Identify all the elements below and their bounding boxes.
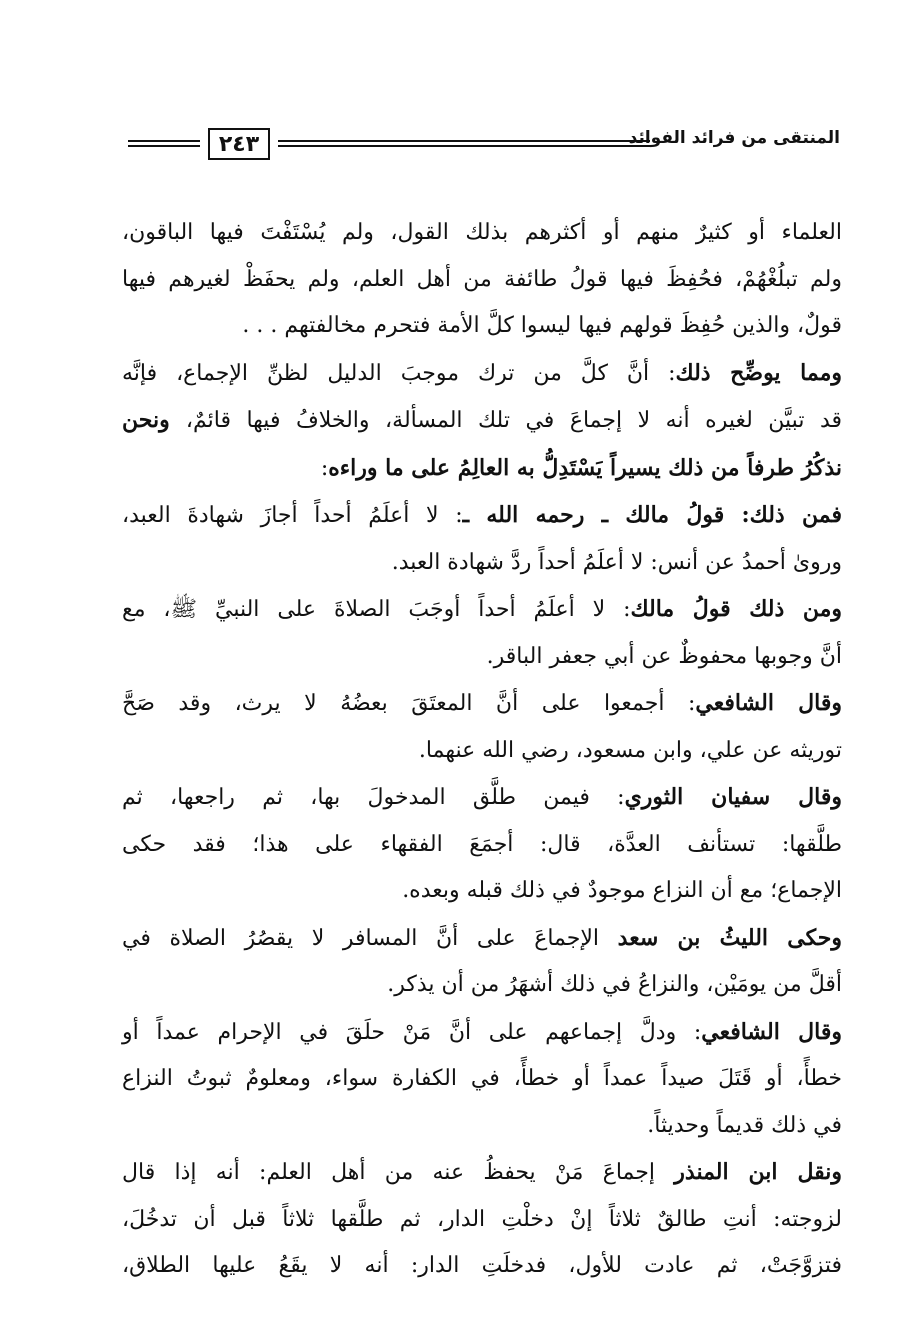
paragraph xyxy=(122,350,842,493)
bold-lead-phrase: وقال الشافعي xyxy=(701,1018,842,1045)
text-line xyxy=(122,1103,842,1150)
text-line xyxy=(122,350,842,398)
line-text: الإجماعَ على أنَّ المسافر لا يقصُرُ الصلاة في xyxy=(122,925,618,951)
text-line xyxy=(122,492,842,540)
line-text: لزوجته: أنتِ طالقٌ ثلاثاً إنْ دخلْتِ الدار، ثم طلَّقها ثلاثاً قبل أن تدخُلَ، xyxy=(122,1206,842,1232)
bold-lead-phrase: ونقل ابن المنذر xyxy=(674,1159,842,1185)
page-header xyxy=(128,128,840,162)
text-line xyxy=(122,397,842,445)
text-line xyxy=(122,210,842,257)
header-rule-left xyxy=(128,140,200,154)
text-line xyxy=(122,1009,842,1057)
bold-lead-phrase: نذكُرُ طرفاً من ذلك يسيراً يَسْتَدِلُّ به العالِمُ على ما وراءه xyxy=(328,454,842,481)
line-text: : أنَّ كلَّ من ترك موجبَ الدليل لظنِّ الإجماع، فإنَّه xyxy=(122,360,676,386)
line-text: وروىٰ أحمدُ عن أنس: لا أعلَمُ أحداً ردَّ شهادة العبد. xyxy=(391,549,842,575)
bold-lead-phrase: ومما يوضِّح ذلك xyxy=(675,359,842,386)
line-text: : لا أعلَمُ أحداً أجازَ شهادةَ العبد، xyxy=(122,503,463,528)
text-line xyxy=(122,728,842,775)
body-text xyxy=(122,210,842,1290)
header-rule-right xyxy=(278,140,650,154)
text-line xyxy=(122,257,842,304)
page-number: ٢٤٣ xyxy=(208,128,270,160)
paragraph xyxy=(122,1009,842,1150)
paragraph xyxy=(122,210,842,350)
paragraph xyxy=(122,586,842,680)
paragraph xyxy=(122,680,842,774)
bold-lead-phrase: ومن ذلك قولُ مالك xyxy=(630,596,842,622)
line-text: : ودلَّ إجماعهم على أنَّ مَنْ حلَقَ في الإحرام عمداً أو xyxy=(122,1019,702,1045)
line-text: قد تبيَّن لغيره أنه لا إجماعَ في تلك المسألة، والخلافُ فيها قائمٌ، xyxy=(185,408,843,433)
line-text: طلَّقها: تستأنف العدَّة، قال: أجمَعَ الفقهاء على هذا؛ فقد حكى xyxy=(122,831,842,857)
line-text: إجماعَ مَنْ يحفظُ عنه من أهل العلم: أنه إذا قال xyxy=(122,1160,675,1185)
text-line xyxy=(122,445,842,493)
text-line xyxy=(122,1149,842,1197)
text-line xyxy=(122,774,842,822)
bold-lead-phrase: وقال الشافعي xyxy=(695,690,842,716)
text-line xyxy=(122,634,842,681)
line-text: فتزوَّجَتْ، ثم عادت للأول، فدخلَتِ الدار: أنه لا يقَعُ عليها الطلاق، xyxy=(122,1253,842,1278)
line-text: خطأً، أو قَتَلَ صيداً عمداً أو خطأً، في الكفارة سواء، ومعلومٌ ثبوتُ النزاع xyxy=(122,1066,842,1091)
paragraph xyxy=(122,1149,842,1290)
paragraph xyxy=(122,774,842,915)
text-line xyxy=(122,822,842,869)
paragraph xyxy=(122,915,842,1009)
bold-lead-phrase: وحكى الليثُ بن سعد xyxy=(617,924,843,951)
text-line xyxy=(122,962,842,1009)
line-text: : xyxy=(320,455,329,481)
text-line xyxy=(122,868,842,915)
line-text: العلماء أو كثيرٌ منهم أو أكثرهم بذلك القول، ولم يُسْتَفْتَ فيها الباقون، xyxy=(122,220,842,245)
text-line xyxy=(122,1197,842,1244)
text-line xyxy=(122,1243,842,1290)
paragraph xyxy=(122,492,842,586)
text-line xyxy=(122,1056,842,1103)
line-text: : فيمن طلَّق المدخولَ بها، ثم راجعها، ثم xyxy=(122,785,625,810)
bold-lead-phrase: فمن ذلك: قولُ مالك ـ رحمه الله ـ xyxy=(462,502,842,528)
line-text: الإجماع؛ مع أن النزاع موجودٌ في ذلك قبله وبعده. xyxy=(402,878,842,903)
line-text: : أجمعوا على أنَّ المعتَقَ بعضُهُ لا يرث، وقد صَحَّ xyxy=(122,691,696,716)
line-text: أقلَّ من يومَيْن، والنزاعُ في ذلك أشهَرُ من أن يذكر. xyxy=(387,972,842,997)
text-line xyxy=(122,680,842,728)
text-line xyxy=(122,540,842,587)
text-line xyxy=(122,586,842,634)
bold-tail-phrase: ونحن xyxy=(122,407,186,433)
bold-lead-phrase: وقال سفيان الثوري xyxy=(624,784,842,810)
text-line xyxy=(122,303,842,350)
line-text: توريثه عن علي، وابن مسعود، رضي الله عنهما. xyxy=(418,737,842,763)
running-title: المنتقى من فرائد الفوائد xyxy=(628,128,840,148)
line-text: ولم تبلُغْهُمْ، فحُفِظَ فيها قولُ طائفة من أهل العلم، ولم يحفَظْ لغيرهم فيها xyxy=(122,266,842,292)
line-text: : لا أعلَمُ أحداً أوجَبَ الصلاةَ على النبيِّ ﷺ، مع xyxy=(122,597,631,622)
line-text: أنَّ وجوبها محفوظٌ عن أبي جعفر الباقر. xyxy=(486,643,842,669)
text-line xyxy=(122,915,842,963)
line-text: في ذلك قديماً وحديثاً. xyxy=(647,1112,842,1138)
line-text: قولٌ، والذين حُفِظَ قولهم فيها ليسوا كلَّ الأمة فتحرم مخالفتهم . . . xyxy=(242,313,842,338)
